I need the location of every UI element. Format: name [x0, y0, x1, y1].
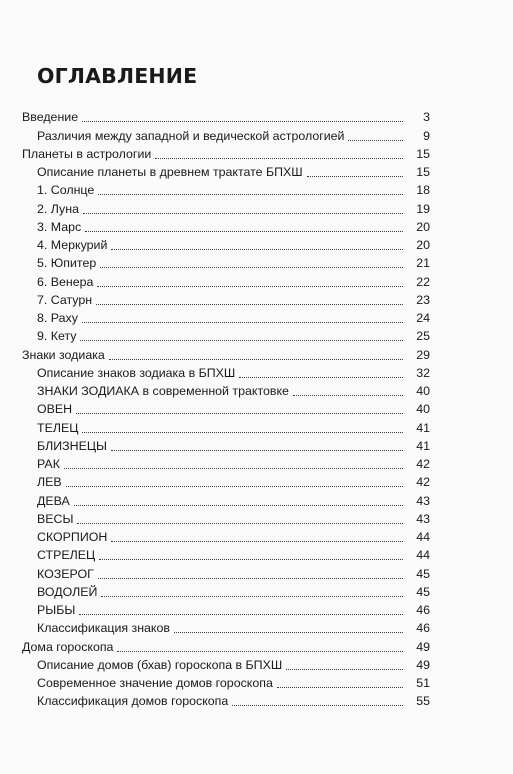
toc-subsection-entry	[22, 253, 430, 271]
toc-entry-label: ВОДОЛЕЙ	[37, 584, 98, 599]
toc-entry-page-number: 20	[416, 219, 430, 234]
dot-leader	[111, 541, 403, 542]
toc-entry-label: ТЕЛЕЦ	[37, 420, 79, 435]
toc-subsection-entry	[22, 417, 430, 435]
toc-entry-label: РЫБЫ	[37, 603, 76, 617]
toc-subsection-entry	[22, 363, 430, 381]
toc-subsection-entry	[22, 673, 430, 691]
dot-leader	[85, 231, 403, 232]
toc-entry-label: 4. Меркурий	[37, 238, 108, 252]
toc-entry-page-number: 25	[416, 329, 430, 344]
dot-leader	[111, 249, 403, 250]
toc-entry-label: РАК	[37, 457, 60, 471]
dot-leader	[64, 468, 403, 469]
dot-leader	[79, 614, 403, 615]
toc-section-entry	[22, 636, 430, 654]
dot-leader	[74, 505, 403, 506]
toc-entry-page-number: 46	[416, 621, 430, 636]
toc-subsection-entry	[22, 290, 430, 308]
toc-entry-label: КОЗЕРОГ	[37, 566, 94, 581]
toc-entry-page-number: 18	[416, 183, 430, 198]
toc-subsection-entry	[22, 527, 430, 545]
toc-entry-page-number: 9	[423, 128, 430, 143]
toc-entry-label: 3. Марс	[37, 219, 82, 234]
dot-leader	[307, 176, 403, 177]
toc-entry-page-number: 41	[416, 438, 430, 453]
toc-subsection-entry	[22, 308, 430, 326]
toc-subsection-entry	[22, 582, 430, 600]
toc-subsection-entry	[22, 472, 430, 490]
toc-entry-page-number: 40	[416, 384, 430, 398]
toc-entry-page-number: 45	[416, 584, 430, 599]
toc-subsection-entry	[22, 125, 430, 143]
toc-entry-page-number: 44	[416, 530, 430, 544]
toc-entry-label: 6. Венера	[37, 274, 94, 289]
dot-leader	[348, 140, 403, 141]
dot-leader	[82, 322, 403, 323]
dot-leader	[101, 596, 403, 597]
toc-entry-label: 8. Раху	[37, 311, 78, 325]
table-of-contents	[22, 107, 430, 709]
toc-entry-label: Различия между западной и ведической астрологией	[37, 128, 345, 143]
toc-subsection-entry	[22, 618, 430, 636]
toc-entry-page-number: 22	[416, 274, 430, 289]
toc-subsection-entry	[22, 235, 430, 253]
toc-subsection-entry	[22, 436, 430, 454]
toc-entry-label: ЗНАКИ ЗОДИАКА в современной трактовке	[37, 384, 289, 398]
toc-subsection-entry	[22, 454, 430, 472]
toc-entry-page-number: 43	[416, 493, 430, 508]
toc-entry-page-number: 21	[416, 256, 430, 271]
toc-section-entry	[22, 344, 430, 362]
toc-entry-label: ВЕСЫ	[37, 511, 74, 526]
dot-leader	[97, 286, 403, 287]
dot-leader	[99, 559, 403, 560]
toc-entry-label: 2. Луна	[37, 201, 79, 216]
toc-entry-page-number: 3	[423, 110, 430, 125]
dot-leader	[286, 669, 403, 670]
toc-entry-label: СКОРПИОН	[37, 530, 108, 544]
toc-subsection-entry	[22, 217, 430, 235]
toc-heading: ОГЛАВЛЕНИЕ	[37, 64, 198, 88]
toc-entry-label: 1. Солнце	[37, 183, 95, 198]
toc-entry-page-number: 32	[416, 365, 430, 380]
toc-entry-page-number: 49	[416, 639, 430, 654]
toc-entry-label: 7. Сатурн	[37, 292, 93, 307]
toc-entry-page-number: 45	[416, 566, 430, 581]
toc-subsection-entry	[22, 655, 430, 673]
dot-leader	[109, 359, 403, 360]
dot-leader	[239, 377, 403, 378]
dot-leader	[98, 578, 403, 579]
toc-entry-page-number: 15	[416, 165, 430, 179]
dot-leader	[293, 395, 403, 396]
toc-subsection-entry	[22, 271, 430, 289]
dot-leader	[82, 432, 403, 433]
toc-entry-page-number: 20	[416, 238, 430, 252]
toc-subsection-entry	[22, 399, 430, 417]
toc-entry-label: Классификация домов гороскопа	[37, 694, 229, 709]
toc-entry-page-number: 42	[416, 475, 430, 490]
toc-subsection-entry	[22, 490, 430, 508]
toc-entry-page-number: 51	[416, 676, 430, 690]
toc-entry-page-number: 55	[416, 694, 430, 709]
dot-leader	[111, 450, 403, 451]
toc-subsection-entry	[22, 180, 430, 198]
dot-leader	[77, 523, 403, 524]
toc-entry-label: ЛЕВ	[37, 475, 62, 490]
dot-leader	[277, 687, 403, 688]
toc-section-entry	[22, 107, 430, 125]
toc-entry-page-number: 23	[416, 292, 430, 307]
dot-leader	[66, 486, 403, 487]
dot-leader	[82, 121, 403, 122]
toc-entry-label: Описание планеты в древнем трактате БПХШ	[37, 165, 303, 179]
toc-subsection-entry	[22, 162, 430, 180]
toc-entry-page-number: 43	[416, 511, 430, 526]
toc-entry-label: 9. Кету	[37, 329, 77, 344]
dot-leader	[100, 267, 403, 268]
toc-entry-label: Описание домов (бхав) гороскопа в БПХШ	[37, 657, 283, 672]
dot-leader	[155, 158, 403, 159]
toc-entry-label: Знаки зодиака	[22, 347, 105, 362]
toc-entry-label: ОВЕН	[37, 402, 73, 417]
toc-entry-page-number: 41	[416, 420, 430, 435]
dot-leader	[83, 213, 403, 214]
toc-section-entry	[22, 144, 430, 162]
toc-entry-page-number: 49	[416, 657, 430, 672]
dot-leader	[76, 413, 403, 414]
toc-subsection-entry	[22, 381, 430, 399]
toc-subsection-entry	[22, 198, 430, 216]
toc-entry-page-number: 15	[416, 146, 430, 161]
dot-leader	[117, 651, 403, 652]
toc-entry-label: БЛИЗНЕЦЫ	[37, 438, 107, 453]
toc-subsection-entry	[22, 545, 430, 563]
toc-subsection-entry	[22, 509, 430, 527]
dot-leader	[96, 304, 403, 305]
toc-entry-page-number: 24	[416, 311, 430, 325]
toc-entry-page-number: 29	[416, 347, 430, 362]
toc-entry-label: 5. Юпитер	[37, 256, 97, 271]
toc-entry-label: Планеты в астрологии	[22, 146, 152, 161]
toc-entry-label: Введение	[22, 110, 79, 125]
toc-entry-label: Классификация знаков	[37, 621, 170, 636]
toc-entry-page-number: 46	[416, 603, 430, 617]
toc-entry-page-number: 19	[416, 201, 430, 216]
toc-subsection-entry	[22, 600, 430, 618]
toc-entry-page-number: 44	[416, 548, 430, 563]
toc-entry-page-number: 40	[416, 402, 430, 417]
toc-subsection-entry	[22, 691, 430, 709]
toc-entry-label: СТРЕЛЕЦ	[37, 548, 96, 563]
toc-entry-label: Дома гороскопа	[22, 639, 114, 654]
toc-subsection-entry	[22, 563, 430, 581]
dot-leader	[98, 194, 403, 195]
dot-leader	[174, 632, 403, 633]
toc-subsection-entry	[22, 326, 430, 344]
dot-leader	[80, 340, 403, 341]
dot-leader	[232, 705, 403, 706]
toc-entry-page-number: 42	[416, 457, 430, 471]
toc-entry-label: Описание знаков зодиака в БПХШ	[37, 365, 236, 380]
toc-entry-label: ДЕВА	[37, 493, 70, 508]
toc-entry-label: Современное значение домов гороскопа	[37, 676, 273, 690]
